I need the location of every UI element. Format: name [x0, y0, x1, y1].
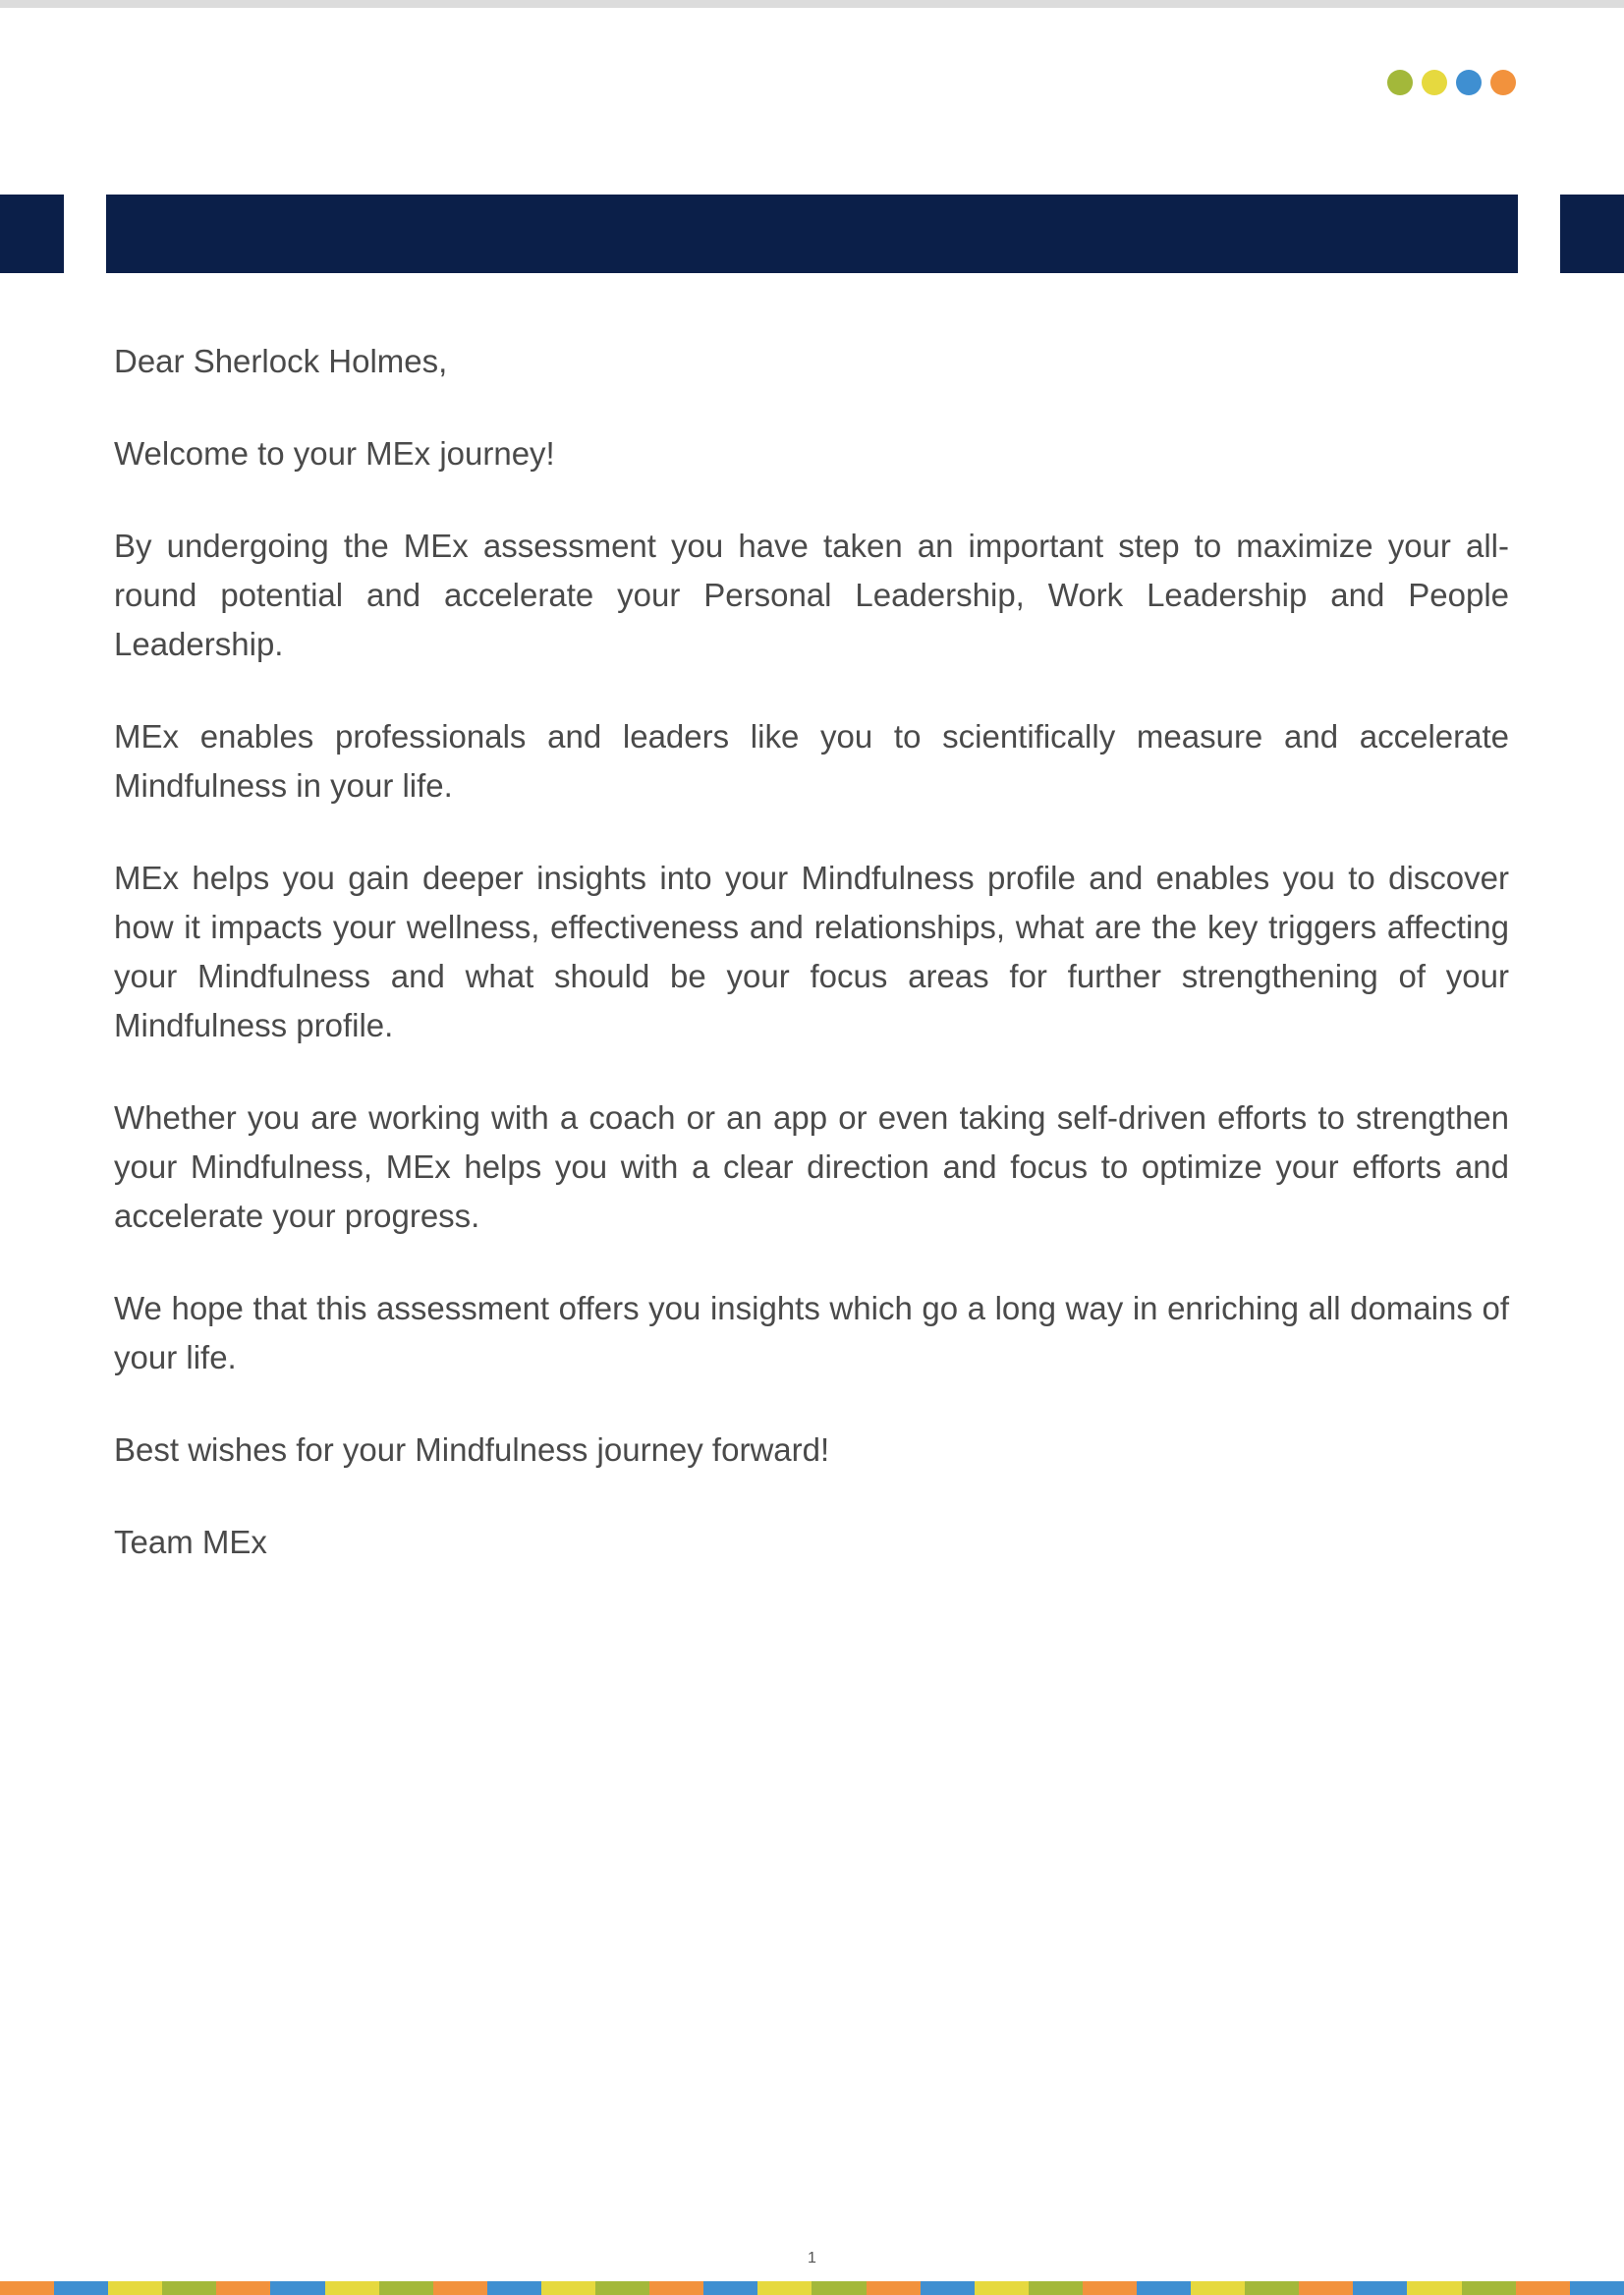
- stripe-segment: [812, 2281, 866, 2295]
- stripe-segment: [1462, 2281, 1516, 2295]
- header-banner-right: [1560, 195, 1624, 273]
- letter-paragraph: MEx enables professionals and leaders like you to scientifically measure and accelerate Mindfulness in your life.: [114, 718, 1509, 804]
- header-banner-left: [0, 195, 64, 273]
- stripe-segment: [433, 2281, 487, 2295]
- stripe-segment: [595, 2281, 649, 2295]
- stripe-segment: [975, 2281, 1029, 2295]
- stripe-segment: [216, 2281, 270, 2295]
- stripe-segment: [1407, 2281, 1461, 2295]
- letter-paragraph: MEx helps you gain deeper insights into your Mindfulness profile and enables you to discover how it impacts your wellness, effectiveness and relationships, what are the key triggers affecting your Mindfulness and what should be your focus areas for further strengthening of your Mindfulness profile.: [114, 860, 1509, 1043]
- stripe-segment: [1245, 2281, 1299, 2295]
- stripe-segment: [1083, 2281, 1137, 2295]
- stripe-segment: [487, 2281, 541, 2295]
- stripe-segment: [1299, 2281, 1353, 2295]
- letter-paragraph: We hope that this assessment offers you insights which go a long way in enriching all domains of your life.: [114, 1290, 1509, 1375]
- letter-paragraph: Whether you are working with a coach or an app or even taking self-driven efforts to strengthen your Mindfulness, MEx helps you with a clear direction and focus to optimize your efforts and accelerate your progress.: [114, 1099, 1509, 1234]
- signature: Team MEx: [114, 1524, 267, 1560]
- stripe-segment: [162, 2281, 216, 2295]
- stripe-segment: [270, 2281, 324, 2295]
- top-rule: [0, 0, 1624, 8]
- stripe-segment: [1516, 2281, 1570, 2295]
- stripe-segment: [0, 2281, 54, 2295]
- green-dot-icon: [1387, 70, 1413, 95]
- yellow-dot-icon: [1422, 70, 1447, 95]
- header-banner: [106, 195, 1518, 273]
- stripe-segment: [757, 2281, 812, 2295]
- orange-dot-icon: [1490, 70, 1516, 95]
- stripe-segment: [703, 2281, 757, 2295]
- footer-color-stripe: [0, 2281, 1624, 2295]
- stripe-segment: [325, 2281, 379, 2295]
- welcome-line: Welcome to your MEx journey!: [114, 435, 555, 472]
- closing-line: Best wishes for your Mindfulness journey forward!: [114, 1431, 830, 1468]
- stripe-segment: [921, 2281, 975, 2295]
- stripe-segment: [379, 2281, 433, 2295]
- stripe-segment: [1353, 2281, 1407, 2295]
- brand-dots: [1387, 70, 1516, 95]
- blue-dot-icon: [1456, 70, 1482, 95]
- letter-paragraph: By undergoing the MEx assessment you have taken an important step to maximize your all-round potential and accelerate your Personal Leadership, Work Leadership and People Leadership.: [114, 528, 1509, 662]
- stripe-segment: [54, 2281, 108, 2295]
- stripe-segment: [1029, 2281, 1083, 2295]
- stripe-segment: [1137, 2281, 1191, 2295]
- stripe-segment: [541, 2281, 595, 2295]
- welcome-letter: [114, 337, 1509, 1610]
- stripe-segment: [1570, 2281, 1624, 2295]
- stripe-segment: [867, 2281, 921, 2295]
- stripe-segment: [1191, 2281, 1245, 2295]
- stripe-segment: [649, 2281, 703, 2295]
- salutation: Dear Sherlock Holmes,: [114, 343, 448, 379]
- page-number: 1: [808, 2250, 816, 2267]
- stripe-segment: [108, 2281, 162, 2295]
